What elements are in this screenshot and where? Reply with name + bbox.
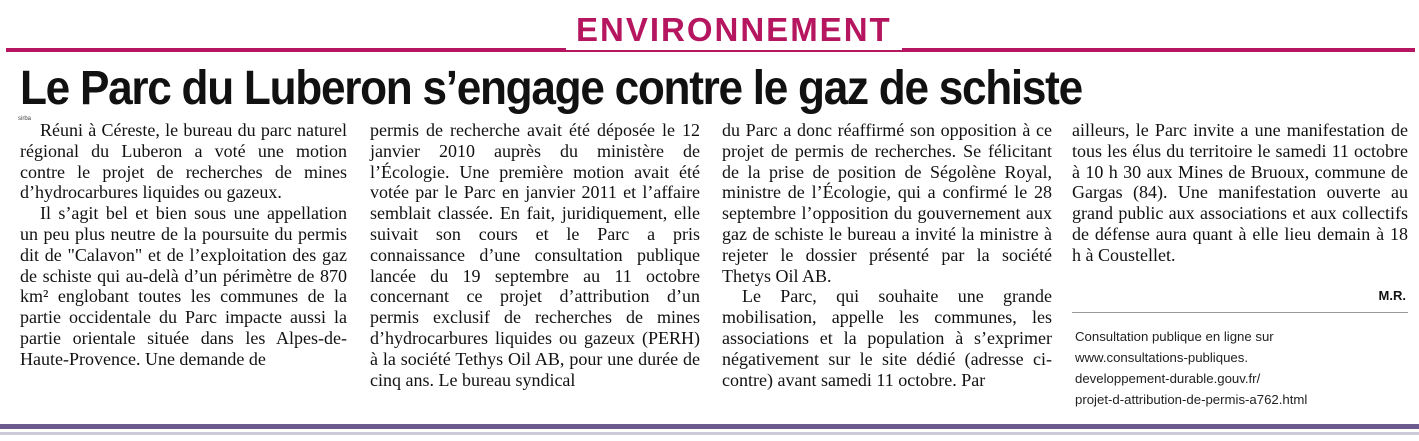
section-header: [0, 0, 1419, 56]
article-column-4: [1072, 120, 1408, 266]
photo-credit: sirba: [18, 116, 32, 122]
paragraph: Réuni à Céreste, le bureau du parc naturel régional du Luberon a voté une motion contre le projet de recherches de mines d’hydrocarbures liquides ou gazeux.: [20, 120, 347, 203]
author-signature: M.R.: [1378, 288, 1406, 303]
info-link[interactable]: www.consultations-publiques.: [1075, 350, 1248, 365]
paragraph: permis de recherche avait été déposée le 12 janvier 2010 auprès du ministère de l’Écologie. Une première motion avait été votée par le Parc en janvier 2011 et l’affaire semblait classée. En fait, juridiquement, elle suivait son cours et le Parc a pris connaissance d’une consultation publique lancée du 19 septembre au 11 octobre concernant ce projet d’attribution d’un permis exclusif de recherches de mines d’hydrocarbures liquides ou gazeux (PERH) à la société Tethys Oil AB, pour une durée de cinq ans. Le bureau syndical: [370, 120, 700, 390]
info-link[interactable]: developpement-durable.gouv.fr/: [1075, 371, 1261, 386]
article-column-1: [20, 120, 347, 370]
info-link[interactable]: projet-d-attribution-de-permis-a762.html: [1075, 392, 1308, 407]
paragraph: Le Parc, qui souhaite une grande mobilisation, appelle les communes, les associations et la population à s’exprimer négativement sur le site dédié (adresse ci-contre) avant samedi 11 octobre. Par: [722, 286, 1052, 390]
article-column-2: [370, 120, 700, 390]
article-headline: Le Parc du Luberon s’engage contre le gaz de schiste: [20, 62, 1082, 115]
info-box: [1075, 326, 1405, 410]
paragraph: Il s’agit bel et bien sous une appellation un peu plus neutre de la poursuite du permis dit de "Calavon" et de l’exploitation des gaz de schiste qui au-delà d’un périmètre de 870 km² englobant toutes les communes de la partie occidentale du Parc impacte aussi la partie orientale située dans les Alpes-de-Haute-Provence. Une demande de: [20, 203, 347, 369]
paragraph: du Parc a donc réaffirmé son opposition à ce projet de permis de recherches. Se félicitant de la prise de position de Ségolène Royal, ministre de l’Écologie, qui a confirmé le 28 septembre l’opposition du gouvernement aux gaz de schiste le bureau a invité la ministre à rejeter le dossier présenté par la société Thetys Oil AB.: [722, 120, 1052, 286]
article-column-3: [722, 120, 1052, 390]
info-line: Consultation publique en ligne sur: [1075, 329, 1274, 344]
section-label: ENVIRONNEMENT: [566, 10, 902, 50]
bottom-rule: [0, 424, 1419, 429]
bottom-rule-light: [0, 432, 1419, 435]
paragraph: ailleurs, le Parc invite a une manifestation de tous les élus du territoire le samedi 11 octobre à 10 h 30 aux Mines de Bruoux, commune de Gargas (84). Une manifestation ouverte au grand public aux associations et aux collectifs de défense aura quant à elle lieu demain à 18 h à Coustellet.: [1072, 120, 1408, 265]
info-box-rule: [1072, 312, 1408, 313]
